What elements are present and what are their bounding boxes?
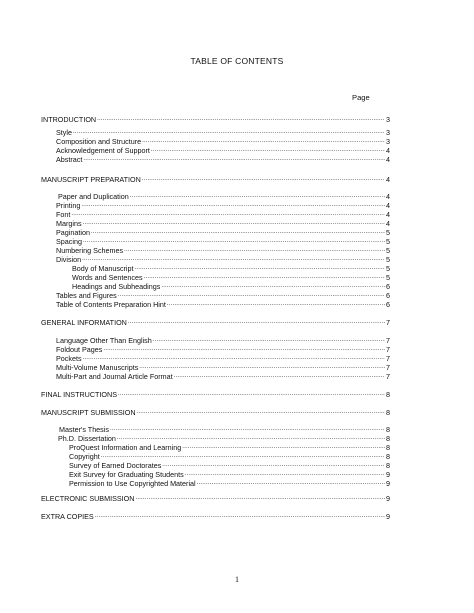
toc-entry-label: MANUSCRIPT PREPARATION bbox=[41, 175, 141, 184]
toc-entry-label: Foldout Pages bbox=[56, 345, 103, 354]
toc-entry bbox=[69, 470, 390, 479]
toc-entry-page: 8 bbox=[386, 452, 390, 461]
toc-entry-label: Exit Survey for Graduating Students bbox=[69, 470, 184, 479]
dot-leader bbox=[83, 354, 385, 363]
toc-entry-label: Headings and Subheadings bbox=[72, 282, 161, 291]
toc-entry bbox=[56, 219, 390, 228]
toc-entry bbox=[41, 408, 390, 417]
toc-entry-page: 4 bbox=[386, 219, 390, 228]
dot-leader bbox=[73, 128, 385, 137]
toc-entry bbox=[56, 210, 390, 219]
toc-entry bbox=[56, 128, 390, 137]
toc-entry bbox=[69, 443, 390, 452]
toc-entry-page: 8 bbox=[386, 461, 390, 470]
dot-leader bbox=[71, 210, 385, 219]
toc-entry bbox=[69, 452, 390, 461]
page-column-header: Page bbox=[352, 93, 370, 102]
dot-leader bbox=[161, 282, 385, 291]
toc-entry-label: ProQuest Information and Learning bbox=[69, 443, 182, 452]
toc-entry bbox=[56, 300, 390, 309]
dot-leader bbox=[135, 264, 385, 273]
toc-entry-label: Copyright bbox=[69, 452, 100, 461]
toc-entry-label: FINAL INSTRUCTIONS bbox=[41, 390, 118, 399]
dot-leader bbox=[135, 494, 385, 503]
toc-entry-page: 8 bbox=[386, 443, 390, 452]
dot-leader bbox=[174, 372, 385, 381]
toc-entry-label: Body of Manuscript bbox=[72, 264, 134, 273]
dot-leader bbox=[118, 291, 385, 300]
toc-entry bbox=[56, 237, 390, 246]
toc-entry-page: 8 bbox=[386, 408, 390, 417]
toc-entry-label: Tables and Figures bbox=[56, 291, 117, 300]
toc-entry bbox=[41, 512, 390, 521]
toc-entry-page: 6 bbox=[386, 300, 390, 309]
dot-leader bbox=[82, 255, 385, 264]
toc-entry-label: Font bbox=[56, 210, 71, 219]
toc-entry bbox=[56, 363, 390, 372]
toc-entry-page: 4 bbox=[386, 155, 390, 164]
toc-entry bbox=[41, 115, 390, 124]
toc-entry-label: INTRODUCTION bbox=[41, 115, 97, 124]
toc-entry-label: Margins bbox=[56, 219, 82, 228]
toc-entry-page: 3 bbox=[386, 115, 390, 124]
toc-entry-label: Spacing bbox=[56, 237, 82, 246]
toc-entry bbox=[58, 192, 390, 201]
toc-entry-page: 7 bbox=[386, 363, 390, 372]
toc-entry-page: 5 bbox=[386, 246, 390, 255]
dot-leader bbox=[83, 237, 385, 246]
toc-entry bbox=[56, 291, 390, 300]
dot-leader bbox=[139, 363, 385, 372]
dot-leader bbox=[97, 115, 385, 124]
toc-entry bbox=[69, 461, 390, 470]
toc-entry-label: MANUSCRIPT SUBMISSION bbox=[41, 408, 136, 417]
toc-entry-label: Composition and Structure bbox=[56, 137, 142, 146]
dot-leader bbox=[110, 425, 385, 434]
toc-entry bbox=[56, 372, 390, 381]
toc-entry bbox=[72, 273, 390, 282]
toc-entry-page: 5 bbox=[386, 255, 390, 264]
dot-leader bbox=[144, 273, 385, 282]
page-number: 1 bbox=[235, 575, 239, 584]
toc-entry bbox=[59, 425, 390, 434]
toc-entry-page: 4 bbox=[386, 146, 390, 155]
toc-entry-page: 8 bbox=[386, 390, 390, 399]
dot-leader bbox=[124, 246, 385, 255]
toc-entry bbox=[72, 264, 390, 273]
dot-leader bbox=[162, 461, 385, 470]
toc-entry bbox=[69, 479, 390, 488]
toc-entry bbox=[41, 390, 390, 399]
toc-entry-page: 6 bbox=[386, 291, 390, 300]
toc-entry bbox=[56, 146, 390, 155]
toc-entry-label: Multi-Part and Journal Article Format bbox=[56, 372, 173, 381]
dot-leader bbox=[142, 137, 385, 146]
toc-entry-label: Ph.D. Dissertation bbox=[58, 434, 116, 443]
dot-leader bbox=[153, 336, 385, 345]
toc-entry-label: Numbering Schemes bbox=[56, 246, 124, 255]
dot-leader bbox=[101, 452, 385, 461]
toc-entry bbox=[56, 137, 390, 146]
toc-entry-label: Permission to Use Copyrighted Material bbox=[69, 479, 196, 488]
toc-entry-page: 7 bbox=[386, 372, 390, 381]
toc-entry-page: 9 bbox=[386, 512, 390, 521]
dot-leader bbox=[167, 300, 385, 309]
toc-entry-page: 6 bbox=[386, 282, 390, 291]
toc-entry bbox=[41, 494, 390, 503]
toc-entry-label: Words and Sentences bbox=[72, 273, 143, 282]
dot-leader bbox=[182, 443, 385, 452]
toc-entry-label: Survey of Earned Doctorates bbox=[69, 461, 162, 470]
toc-entry-page: 5 bbox=[386, 237, 390, 246]
toc-entry-page: 5 bbox=[386, 273, 390, 282]
toc-entry-page: 5 bbox=[386, 264, 390, 273]
toc-entry-page: 9 bbox=[386, 470, 390, 479]
toc-entry-page: 8 bbox=[386, 425, 390, 434]
toc-entry bbox=[56, 345, 390, 354]
toc-entry-page: 9 bbox=[386, 479, 390, 488]
toc-entry bbox=[56, 246, 390, 255]
dot-leader bbox=[103, 345, 385, 354]
toc-entry-label: Style bbox=[56, 128, 72, 137]
toc-entry-page: 3 bbox=[386, 128, 390, 137]
dot-leader bbox=[185, 470, 385, 479]
toc-entry-page: 5 bbox=[386, 228, 390, 237]
dot-leader bbox=[128, 318, 385, 327]
toc-entry-page: 7 bbox=[386, 345, 390, 354]
toc-entry-page: 7 bbox=[386, 336, 390, 345]
toc-entry bbox=[56, 155, 390, 164]
toc-entry-page: 4 bbox=[386, 192, 390, 201]
dot-leader bbox=[95, 512, 385, 521]
toc-entry-label: Printing bbox=[56, 201, 81, 210]
toc-entry bbox=[56, 255, 390, 264]
toc-entry-page: 4 bbox=[386, 201, 390, 210]
dot-leader bbox=[130, 192, 385, 201]
toc-entry-page: 3 bbox=[386, 137, 390, 146]
toc-entry-label: GENERAL INFORMATION bbox=[41, 318, 127, 327]
toc-entry-label: Paper and Duplication bbox=[58, 192, 129, 201]
toc-entry bbox=[56, 201, 390, 210]
dot-leader bbox=[83, 155, 385, 164]
toc-entry bbox=[58, 434, 390, 443]
toc-entry-page: 7 bbox=[386, 318, 390, 327]
toc-entry-label: Abstract bbox=[56, 155, 83, 164]
toc-entry-label: Multi-Volume Manuscripts bbox=[56, 363, 139, 372]
toc-entry-page: 4 bbox=[386, 210, 390, 219]
toc-entry bbox=[56, 228, 390, 237]
dot-leader bbox=[83, 219, 385, 228]
toc-entry-page: 9 bbox=[386, 494, 390, 503]
toc-entry-label: Language Other Than English bbox=[56, 336, 152, 345]
toc-entry-label: Pockets bbox=[56, 354, 82, 363]
dot-leader bbox=[137, 408, 385, 417]
dot-leader bbox=[91, 228, 385, 237]
toc-title: TABLE OF CONTENTS bbox=[190, 56, 284, 66]
toc-entry bbox=[56, 354, 390, 363]
toc-entry-label: Pagination bbox=[56, 228, 90, 237]
toc-entry-page: 7 bbox=[386, 354, 390, 363]
dot-leader bbox=[142, 175, 385, 184]
toc-entry bbox=[72, 282, 390, 291]
dot-leader bbox=[197, 479, 385, 488]
toc-entry bbox=[56, 336, 390, 345]
toc-entry bbox=[41, 175, 390, 184]
toc-entry-label: ELECTRONIC SUBMISSION bbox=[41, 494, 135, 503]
dot-leader bbox=[151, 146, 385, 155]
toc-entry-label: Division bbox=[56, 255, 82, 264]
dot-leader bbox=[117, 434, 385, 443]
dot-leader bbox=[118, 390, 385, 399]
dot-leader bbox=[81, 201, 385, 210]
toc-entry-page: 8 bbox=[386, 434, 390, 443]
toc-entry-label: Table of Contents Preparation Hint bbox=[56, 300, 166, 309]
toc-entry-page: 4 bbox=[386, 175, 390, 184]
toc-entry-label: Master's Thesis bbox=[59, 425, 109, 434]
toc-entry-label: EXTRA COPIES bbox=[41, 512, 94, 521]
toc-entry bbox=[41, 318, 390, 327]
toc-entry-label: Acknowledgement of Support bbox=[56, 146, 150, 155]
